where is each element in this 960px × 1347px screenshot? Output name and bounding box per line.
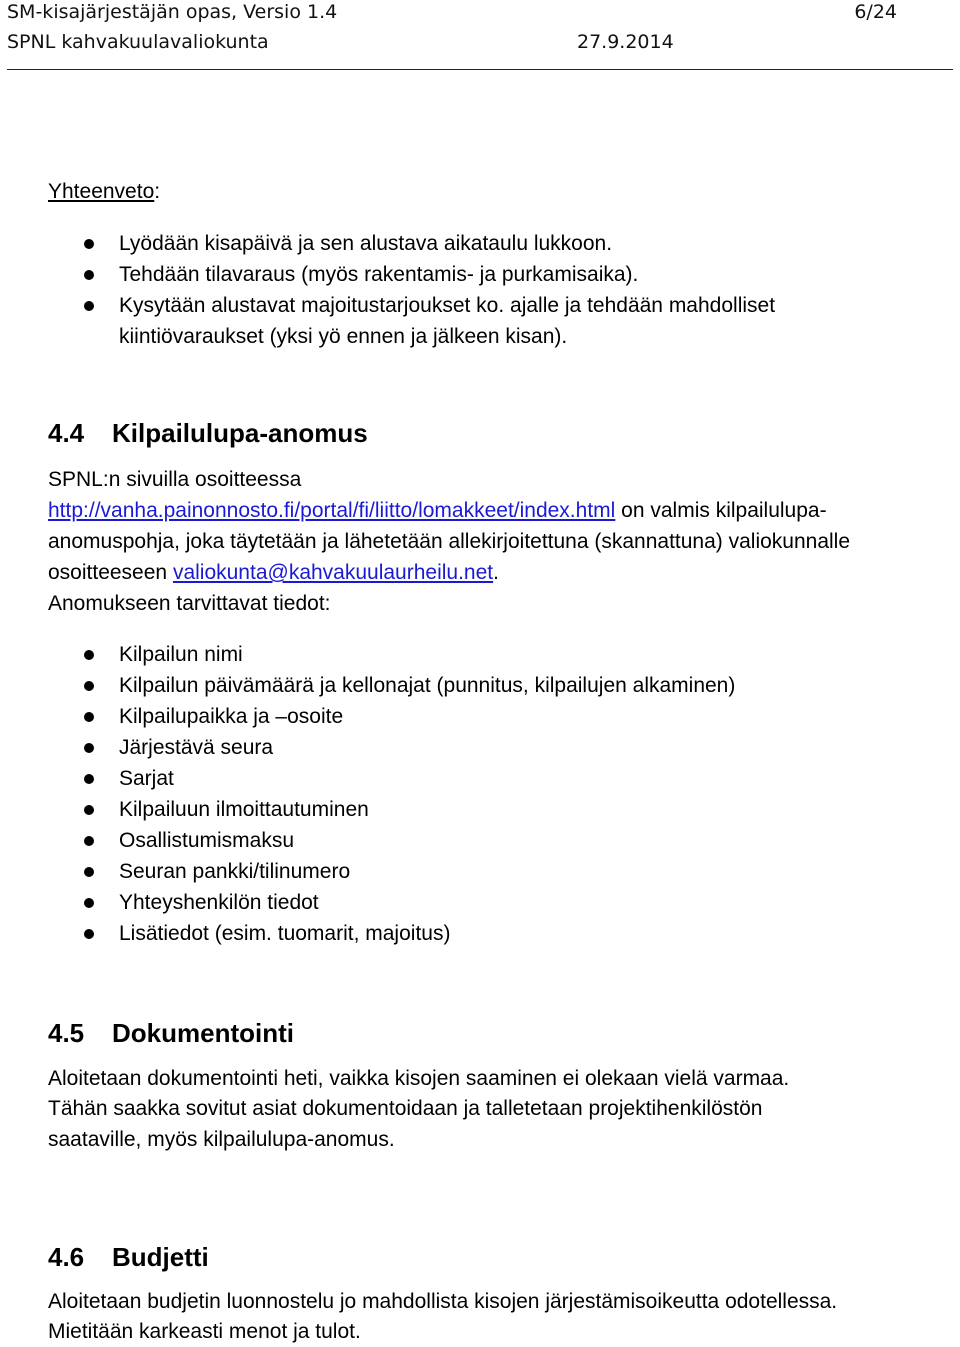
organization-name: SPNL kahvakuulavaliokunta [7,31,269,53]
section-number: 4.6 [48,1242,85,1272]
section-heading-4-5 [48,1018,294,1049]
summary-list [0,228,775,352]
paragraph-line: anomuspohja, joka täytetään ja lähetetään allekirjoitettuna (skannattuna) valiokunnalle [48,530,851,553]
list-item: Kilpailun päivämäärä ja kellonajat (punnitus, kilpailujen alkaminen) [0,670,735,701]
list-item: Järjestävä seura [0,732,735,763]
required-info-list [0,639,735,949]
paragraph-line: Tähän saakka sovitut asiat dokumentoidaan ja talletetaan projektihenkilöstön [48,1097,763,1120]
section-heading-4-6 [48,1242,209,1273]
page-header [7,0,953,70]
page-number: 6/24 [854,1,897,23]
summary-label: Yhteenveto [48,180,155,203]
required-info-label: Anomukseen tarvittavat tiedot: [48,592,331,615]
summary-colon: : [154,180,161,203]
list-item-line: kiintiövaraukset (yksi yö ennen ja jälkeen kisan). [119,325,568,348]
paragraph-line: saataville, myös kilpailulupa-anomus. [48,1128,395,1151]
after-link-text: on valmis kilpailulupa- [615,499,827,522]
intro-text: SPNL:n sivuilla osoitteessa [48,468,302,491]
section-title: Kilpailulupa-anomus [112,418,368,448]
paragraph-line: Aloitetaan dokumentointi heti, vaikka kisojen saaminen ei olekaan vielä varmaa. [48,1067,790,1090]
list-item: Seuran pankki/tilinumero [0,856,735,887]
list-item: Sarjat [0,763,735,794]
list-item: Kilpailun nimi [0,639,735,670]
list-item: Osallistumismaksu [0,825,735,856]
forms-link[interactable]: http://vanha.painonnosto.fi/portal/fi/liitto/lomakkeet/index.html [48,499,616,522]
section-title: Dokumentointi [112,1018,294,1048]
list-item: Yhteyshenkilön tiedot [0,887,735,918]
document-date: 27.9.2014 [577,31,674,53]
paragraph-line: Aloitetaan budjetin luonnostelu jo mahdollista kisojen järjestämisoikeutta odotellessa. [48,1290,838,1313]
email-line [48,557,499,588]
list-item: Lyödään kisapäivä ja sen alustava aikataulu lukkoon. [0,228,775,259]
email-prefix: osoitteeseen [48,561,173,584]
list-item: Tehdään tilavaraus (myös rakentamis- ja purkamisaika). [0,259,775,290]
email-link[interactable]: valiokunta@kahvakuulaurheilu.net [172,561,494,584]
paragraph-line: Mietitään karkeasti menot ja tulot. [48,1320,361,1343]
summary-heading [48,176,160,207]
section-number: 4.4 [48,418,85,448]
list-item-line: Kysytään alustavat majoitustarjoukset ko. ajalle ja tehdään mahdolliset [119,294,776,317]
list-item: Lisätiedot (esim. tuomarit, majoitus) [0,918,735,949]
section-heading-4-4 [48,418,368,449]
section-title: Budjetti [112,1242,209,1272]
document-title: SM-kisajärjestäjän opas, Versio 1.4 [7,1,338,23]
link-line [48,495,827,526]
list-item: Kilpailuun ilmoittautuminen [0,794,735,825]
header-divider [7,69,953,70]
list-item: Kilpailupaikka ja –osoite [0,701,735,732]
email-suffix: . [493,561,499,584]
section-number: 4.5 [48,1018,85,1048]
list-item [0,290,775,352]
